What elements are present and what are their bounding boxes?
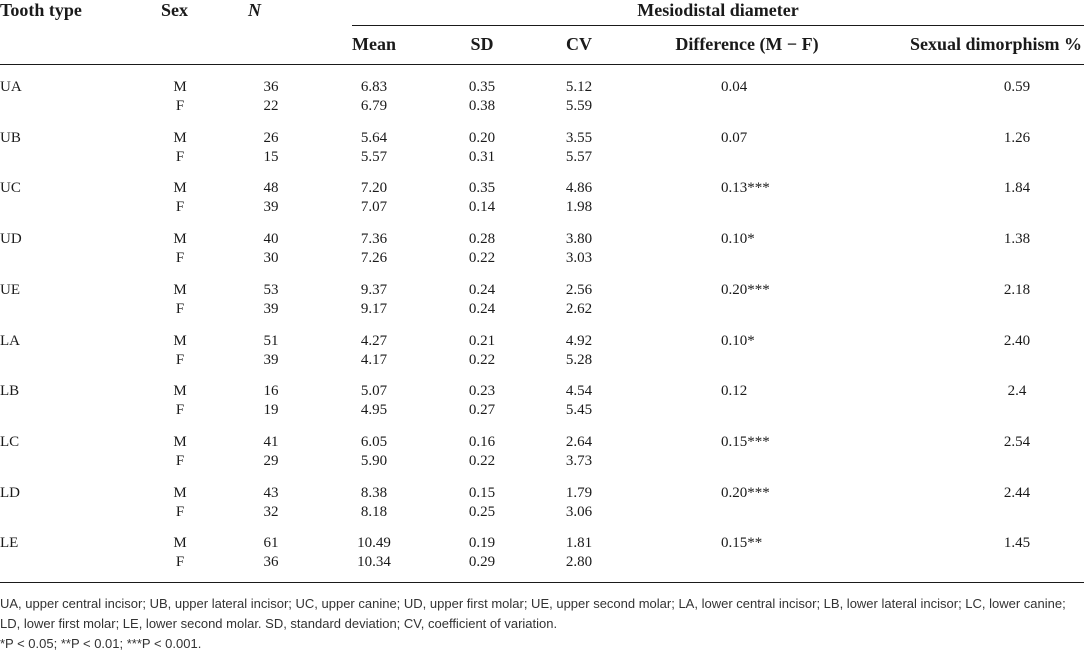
dimorphism-cell: 2.40 [1003, 333, 1031, 349]
sex-cell: F [175, 453, 185, 469]
sex-cell: F [175, 402, 185, 418]
sex-cell: M [173, 231, 187, 247]
n-cell: 39 [263, 301, 279, 317]
dimorphism-cell: 2.44 [1003, 485, 1031, 501]
header-mesiodistal-diameter: Mesiodistal diameter [637, 0, 799, 20]
tooth-type-cell: LB [0, 383, 20, 399]
sex-cell: F [175, 98, 185, 114]
sex-cell: F [175, 250, 185, 266]
cv-cell: 4.92 [565, 333, 593, 349]
sd-cell: 0.35 [468, 79, 496, 95]
sd-cell: 0.22 [468, 453, 496, 469]
mean-cell: 4.95 [360, 402, 388, 418]
n-cell: 22 [263, 98, 279, 114]
difference-cell: 0.20*** [721, 282, 770, 298]
dimorphism-cell: 1.45 [1003, 535, 1031, 551]
footnote-significance: *P < 0.05; **P < 0.01; ***P < 0.001. [0, 636, 202, 651]
tooth-type-cell: UA [0, 79, 22, 95]
footnote-abbreviations: UA, upper central incisor; UB, upper lateral incisor; UC, upper canine; UD, upper first molar; UE, upper second molar; LA, lower central incisor; LB, lower lateral incisor; LC, lower canine; LD, lower first molar; LE, lower second molar. SD, standard deviation; CV, coefficient of variation. [0, 596, 1066, 631]
difference-cell: 0.15*** [721, 434, 770, 450]
sd-cell: 0.22 [468, 250, 496, 266]
mean-cell: 10.49 [357, 535, 391, 551]
cv-cell: 5.57 [565, 149, 593, 165]
n-cell: 26 [263, 130, 279, 146]
n-cell: 53 [263, 282, 279, 298]
cv-cell: 4.54 [565, 383, 593, 399]
cv-cell: 3.06 [565, 504, 593, 520]
header-group-rule [352, 25, 1084, 26]
sd-cell: 0.14 [468, 199, 496, 215]
mean-cell: 4.17 [360, 352, 388, 368]
n-cell: 39 [263, 199, 279, 215]
sd-cell: 0.35 [468, 180, 496, 196]
cv-cell: 2.80 [565, 554, 593, 570]
cv-cell: 1.81 [565, 535, 593, 551]
mean-cell: 5.90 [360, 453, 388, 469]
mean-cell: 8.38 [360, 485, 388, 501]
mean-cell: 5.07 [360, 383, 388, 399]
mean-cell: 4.27 [360, 333, 388, 349]
header-mean: Mean [352, 34, 396, 54]
cv-cell: 2.56 [565, 282, 593, 298]
sex-cell: M [173, 535, 187, 551]
sex-cell: M [173, 485, 187, 501]
cv-cell: 1.98 [565, 199, 593, 215]
tooth-type-cell: LE [0, 535, 19, 551]
sex-cell: M [173, 130, 187, 146]
cv-cell: 4.86 [565, 180, 593, 196]
cv-cell: 3.03 [565, 250, 593, 266]
sd-cell: 0.28 [468, 231, 496, 247]
sex-cell: M [173, 180, 187, 196]
difference-cell: 0.12 [721, 383, 748, 399]
cv-cell: 5.12 [565, 79, 593, 95]
mean-cell: 6.79 [360, 98, 388, 114]
cv-cell: 5.45 [565, 402, 593, 418]
mean-cell: 5.64 [360, 130, 388, 146]
mean-cell: 6.83 [360, 79, 388, 95]
cv-cell: 1.79 [565, 485, 593, 501]
mean-cell: 8.18 [360, 504, 388, 520]
dimorphism-cell: 0.59 [1003, 79, 1031, 95]
difference-cell: 0.07 [721, 130, 748, 146]
sd-cell: 0.19 [468, 535, 496, 551]
n-cell: 40 [263, 231, 279, 247]
tooth-type-cell: UB [0, 130, 21, 146]
n-cell: 51 [263, 333, 279, 349]
cv-cell: 2.62 [565, 301, 593, 317]
sd-cell: 0.27 [468, 402, 496, 418]
cv-cell: 5.28 [565, 352, 593, 368]
n-cell: 32 [263, 504, 279, 520]
tooth-type-cell: UC [0, 180, 21, 196]
sex-cell: F [175, 554, 185, 570]
sex-cell: M [173, 79, 187, 95]
mean-cell: 9.17 [360, 301, 388, 317]
n-cell: 39 [263, 352, 279, 368]
n-cell: 36 [263, 79, 279, 95]
cv-cell: 5.59 [565, 98, 593, 114]
sd-cell: 0.24 [468, 301, 496, 317]
sex-cell: F [175, 504, 185, 520]
header-sexual-dimorphism: Sexual dimorphism % [909, 34, 1082, 54]
sex-cell: F [175, 149, 185, 165]
sd-cell: 0.31 [468, 149, 496, 165]
header-n: N [248, 0, 261, 20]
mean-cell: 7.20 [360, 180, 388, 196]
difference-cell: 0.20*** [721, 485, 770, 501]
header-sd: SD [470, 34, 494, 54]
sex-cell: F [175, 301, 185, 317]
mean-cell: 5.57 [360, 149, 388, 165]
n-cell: 15 [263, 149, 279, 165]
sex-cell: M [173, 434, 187, 450]
header-tooth-type: Tooth type [0, 0, 82, 20]
sd-cell: 0.15 [468, 485, 496, 501]
tooth-type-cell: LD [0, 485, 20, 501]
sex-cell: M [173, 333, 187, 349]
header-bottom-rule [0, 64, 1084, 65]
header-cv: CV [566, 34, 592, 54]
sex-cell: M [173, 383, 187, 399]
sex-cell: M [173, 282, 187, 298]
tooth-type-cell: UD [0, 231, 22, 247]
cv-cell: 3.55 [565, 130, 593, 146]
dimorphism-cell: 2.4 [1007, 383, 1027, 399]
mean-cell: 10.34 [357, 554, 391, 570]
difference-cell: 0.15** [721, 535, 763, 551]
dimorphism-cell: 1.38 [1003, 231, 1031, 247]
n-cell: 48 [263, 180, 279, 196]
sd-cell: 0.16 [468, 434, 496, 450]
mean-cell: 7.07 [360, 199, 388, 215]
tooth-type-cell: LA [0, 333, 20, 349]
mean-cell: 6.05 [360, 434, 388, 450]
dimorphism-cell: 2.18 [1003, 282, 1031, 298]
table-bottom-rule [0, 582, 1084, 583]
cv-cell: 2.64 [565, 434, 593, 450]
difference-cell: 0.10* [721, 231, 755, 247]
n-cell: 43 [263, 485, 279, 501]
n-cell: 41 [263, 434, 279, 450]
sd-cell: 0.23 [468, 383, 496, 399]
difference-cell: 0.10* [721, 333, 755, 349]
sd-cell: 0.20 [468, 130, 496, 146]
header-sex: Sex [161, 0, 188, 20]
sd-cell: 0.25 [468, 504, 496, 520]
dimorphism-cell: 1.84 [1003, 180, 1031, 196]
dimorphism-cell: 2.54 [1003, 434, 1031, 450]
cv-cell: 3.80 [565, 231, 593, 247]
sd-cell: 0.38 [468, 98, 496, 114]
n-cell: 19 [263, 402, 279, 418]
tooth-type-cell: LC [0, 434, 20, 450]
sex-cell: F [175, 352, 185, 368]
mean-cell: 9.37 [360, 282, 388, 298]
n-cell: 61 [263, 535, 279, 551]
n-cell: 29 [263, 453, 279, 469]
difference-cell: 0.13*** [721, 180, 770, 196]
n-cell: 36 [263, 554, 279, 570]
dimorphism-cell: 1.26 [1003, 130, 1031, 146]
sex-cell: F [175, 199, 185, 215]
sd-cell: 0.22 [468, 352, 496, 368]
sd-cell: 0.29 [468, 554, 496, 570]
n-cell: 16 [263, 383, 279, 399]
mean-cell: 7.26 [360, 250, 388, 266]
sd-cell: 0.21 [468, 333, 496, 349]
mean-cell: 7.36 [360, 231, 388, 247]
n-cell: 30 [263, 250, 279, 266]
tooth-type-cell: UE [0, 282, 20, 298]
sd-cell: 0.24 [468, 282, 496, 298]
difference-cell: 0.04 [721, 79, 748, 95]
cv-cell: 3.73 [565, 453, 593, 469]
header-difference: Difference (M − F) [675, 34, 819, 54]
